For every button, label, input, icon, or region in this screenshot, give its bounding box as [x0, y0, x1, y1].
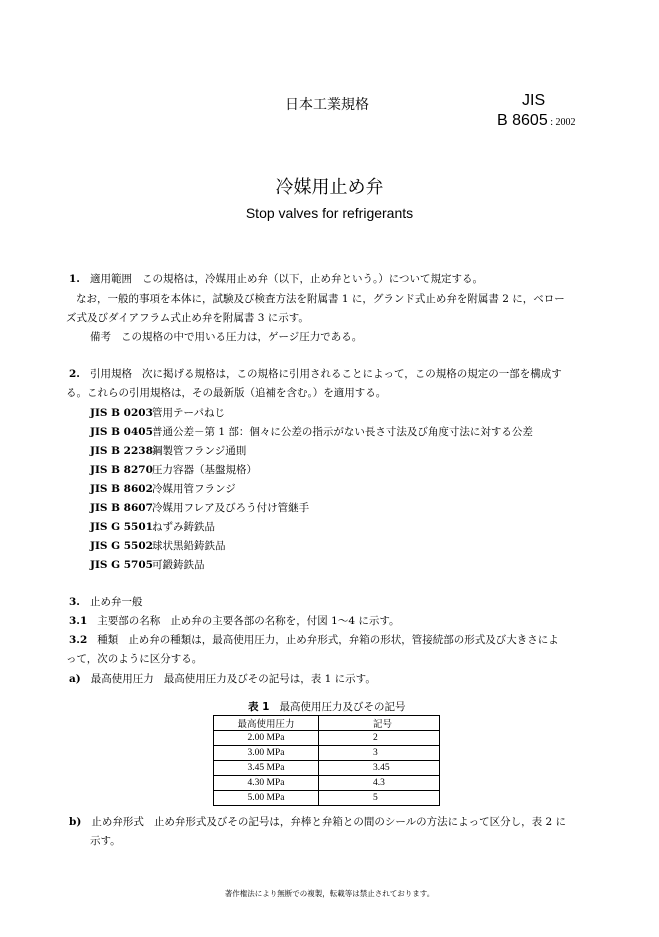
ref-code: JIS B 0203 — [90, 407, 153, 419]
section-1-para-line1: なお，一般的事項を本体に，試験及び検査方法を附属書 1 に，グランド式止め弁を附属書 2 に，ベロー — [76, 293, 565, 305]
section-3-number: 3. — [69, 596, 80, 608]
table-row — [214, 731, 440, 746]
table-cell: 2 — [319, 731, 440, 746]
item-b-text: 止め弁形式及びその記号は，弁棒と弁箱との間のシールの方法によって区分し，表 2 に — [153, 816, 566, 828]
section-1-heading: 適用範囲 — [89, 273, 132, 285]
section-3-1-line — [69, 613, 400, 628]
page-title: 冷媒用止め弁 — [275, 177, 384, 198]
table-1-caption-label: 表 1 — [248, 701, 270, 713]
table-cell: 3.00 MPa — [214, 746, 319, 761]
ref-list-item — [90, 481, 236, 496]
ref-title: 圧力容器（基盤規格） — [152, 464, 257, 476]
ref-code: JIS G 5501 — [90, 521, 153, 533]
ref-title: 普通公差－第 1 部：個々に公差の指示がない長さ寸法及び角度寸法に対する公差 — [152, 426, 533, 438]
ref-title: 鋼製管フランジ通則 — [152, 445, 247, 457]
table-cell: 4.30 MPa — [214, 776, 319, 791]
table-cell: 5 — [319, 791, 440, 806]
section-2-line1: 次に掲げる規格は，この規格に引用されることによって，この規格の規定の一部を構成す — [142, 368, 562, 380]
ref-list-item — [90, 538, 226, 553]
section-3-heading: 止め弁一般 — [89, 596, 143, 608]
table-row — [214, 776, 440, 791]
section-1-text: この規格は，冷媒用止め弁（以下，止め弁という。）について規定する。 — [142, 273, 484, 285]
section-2-number: 2. — [69, 368, 80, 380]
ref-list-item — [90, 462, 257, 477]
item-a-label: a) — [69, 673, 81, 685]
table-cell: 3.45 MPa — [214, 761, 319, 776]
table-1-caption — [248, 699, 405, 714]
table-1-caption-text: 最高使用圧力及びその記号 — [279, 701, 406, 713]
item-a-text: 最高使用圧力及びその記号は，表 1 に示す。 — [163, 673, 376, 685]
section-3-1-number: 3.1 — [69, 615, 88, 627]
ref-code: JIS B 8607 — [90, 502, 153, 514]
section-1-note — [90, 329, 362, 344]
table-cell: 4.3 — [319, 776, 440, 791]
ref-title: 球状黒鉛鋳鉄品 — [152, 540, 226, 552]
section-1-para-line2: ズ式及びダイアフラム式止め弁を附属書 3 に示す。 — [66, 312, 309, 324]
ref-list-item — [90, 443, 246, 458]
section-3-2-text: 止め弁の種類は，最高使用圧力，止め弁形式，弁箱の形状，管接続部の形式及び大きさによ — [128, 634, 559, 646]
table-row — [214, 791, 440, 806]
jis-label: JIS — [522, 92, 546, 109]
ref-list-item — [90, 519, 215, 534]
copyright-footer: 著作権法により無断での複製，転載等は禁止されております。 — [224, 889, 435, 898]
item-b-line1 — [69, 814, 566, 829]
table-cell: 2.00 MPa — [214, 731, 319, 746]
ref-title: 可鍛鋳鉄品 — [152, 559, 205, 571]
item-a-line — [69, 671, 376, 686]
section-3-heading-line — [69, 594, 142, 609]
ref-title: 管用テーパねじ — [152, 407, 225, 419]
ref-title: 冷媒用フレア及びろう付け管継手 — [152, 502, 310, 514]
table-row — [214, 746, 440, 761]
ref-list-item — [90, 500, 309, 515]
section-2-heading: 引用規格 — [89, 368, 132, 380]
page-subtitle-en: Stop valves for refrigerants — [245, 205, 414, 221]
section-1-number: 1. — [69, 273, 80, 285]
item-b-line2: 示す。 — [90, 835, 121, 847]
item-b-label: b) — [69, 816, 82, 828]
table-header-row — [214, 716, 440, 731]
note-text: この規格の中で用いる圧力は，ゲージ圧力である。 — [121, 331, 363, 343]
table-row — [214, 761, 440, 776]
section-2-line2: る。これらの引用規格は，その最新版（追補を含む。）を適用する。 — [66, 387, 387, 399]
note-label: 備考 — [90, 331, 111, 343]
ref-list-item — [90, 557, 205, 572]
section-1-heading-line — [69, 271, 483, 286]
standard-number-value: B 8605 — [497, 112, 548, 129]
standard-number — [497, 112, 576, 130]
ref-code: JIS B 2238 — [90, 445, 153, 457]
table-cell: 5.00 MPa — [214, 791, 319, 806]
table-header-cell: 記号 — [319, 716, 440, 731]
ref-code: JIS G 5705 — [90, 559, 153, 571]
table-cell: 3 — [319, 746, 440, 761]
item-b-heading: 止め弁形式 — [91, 816, 144, 828]
ref-list-item — [90, 405, 225, 420]
table-1 — [213, 715, 440, 806]
section-3-2-line2: って，次のように区分する。 — [66, 653, 203, 665]
standard-year: : 2002 — [547, 117, 576, 128]
section-3-2-heading: 種類 — [97, 634, 119, 646]
ref-code: JIS G 5502 — [90, 540, 153, 552]
section-2-heading-line — [69, 366, 562, 381]
item-a-heading: 最高使用圧力 — [90, 673, 154, 685]
standard-type: 日本工業規格 — [285, 97, 369, 113]
section-3-2-line1 — [69, 632, 559, 647]
section-3-2-number: 3.2 — [69, 634, 88, 646]
ref-list-item — [90, 424, 533, 439]
ref-code: JIS B 8602 — [90, 483, 153, 495]
section-3-1-text: 止め弁の主要各部の名称を，付図 1～4 に示す。 — [170, 615, 400, 627]
section-3-1-heading: 主要部の名称 — [97, 615, 161, 627]
ref-title: ねずみ鋳鉄品 — [152, 521, 215, 533]
table-cell: 3.45 — [319, 761, 440, 776]
table-header-cell: 最高使用圧力 — [214, 716, 319, 731]
ref-code: JIS B 0405 — [90, 426, 153, 438]
ref-code: JIS B 8270 — [90, 464, 153, 476]
ref-title: 冷媒用管フランジ — [152, 483, 236, 495]
